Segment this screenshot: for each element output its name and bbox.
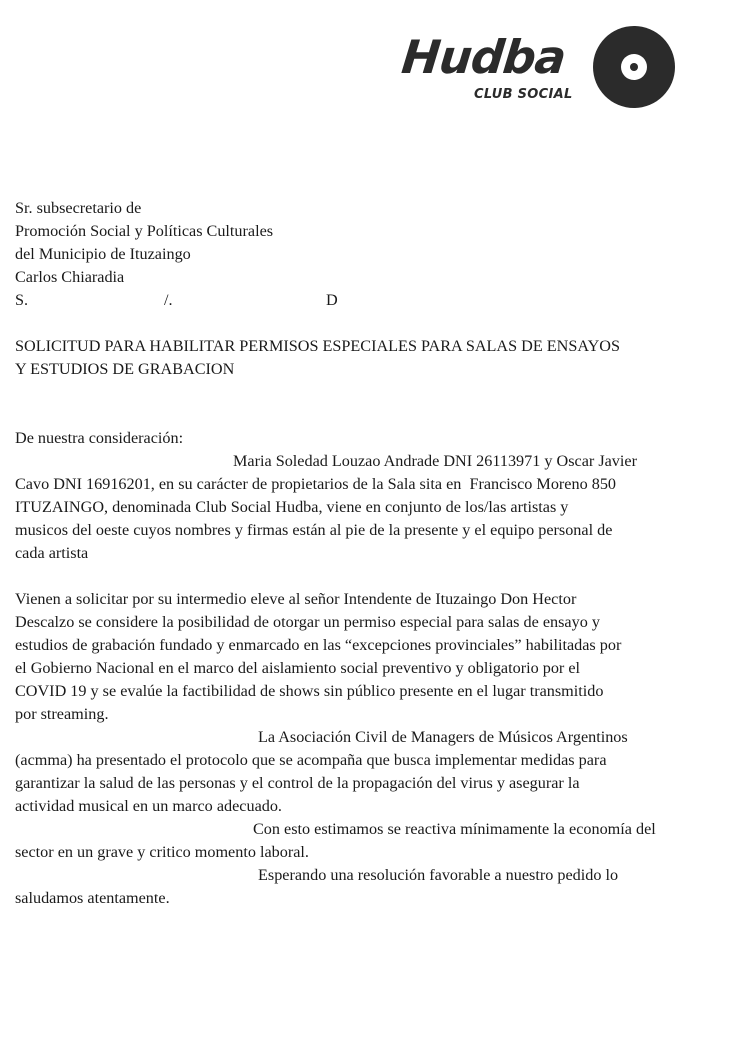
paragraph-2-line: Vienen a solicitar por su intermedio eleve al señor Intendente de Ituzaingo Don Hector [15, 590, 577, 608]
addressee-line: Carlos Chiaradia [15, 268, 125, 286]
paragraph-3-line: garantizar la salud de las personas y el control de la propagación del virus y asegurar la [15, 774, 580, 792]
paragraph-2-line: el Gobierno Nacional en el marco del aislamiento social preventivo y obligatorio por el [15, 659, 581, 677]
paragraph-2-line: COVID 19 y se evalúe la factibilidad de shows sin público presente en el lugar transmitido [15, 682, 604, 700]
paragraph-5-line: saludamos atentamente. [15, 889, 170, 907]
paragraph-3-line: (acmma) ha presentado el protocolo que se acompaña que busca implementar medidas para [15, 751, 607, 769]
logo-subtitle: CLUB SOCIAL [474, 87, 573, 102]
greeting: De nuestra consideración: [15, 429, 184, 447]
paragraph-1-line: musicos del oeste cuyos nombres y firmas están al pie de la presente y el equipo personal de [15, 521, 613, 539]
subject-line: Y ESTUDIOS DE GRABACION [15, 360, 235, 378]
paragraph-4-line: sector en un grave y critico momento laboral. [15, 843, 309, 861]
paragraph-1-line: cada artista [15, 544, 89, 562]
paragraph-4-line: Con esto estimamos se reactiva mínimamente la economía del [253, 820, 656, 838]
paragraph-3-line: actividad musical en un marco adecuado. [15, 797, 282, 815]
addressee-line: Sr. subsecretario de [15, 199, 142, 217]
salutation-slash: /. [164, 291, 173, 309]
addressee-line: Promoción Social y Políticas Culturales [15, 222, 274, 240]
salutation-d: D [326, 291, 338, 309]
paragraph-1-line: Cavo DNI 16916201, en su carácter de propietarios de la Sala sita en Francisco Moreno 850 [15, 475, 617, 493]
addressee-line: del Municipio de Ituzaingo [15, 245, 191, 263]
paragraph-5-line: Esperando una resolución favorable a nuestro pedido lo [258, 866, 619, 884]
paragraph-2-line: por streaming. [15, 705, 109, 723]
hudba-logo [398, 24, 678, 110]
paragraph-2-line: Descalzo se considere la posibilidad de otorgar un permiso especial para salas de ensayo y [15, 613, 600, 631]
salutation-s: S. [15, 291, 29, 309]
paragraph-2-line: estudios de grabación fundado y enmarcado en las “excepciones provinciales” habilitadas por [15, 636, 622, 654]
vinyl-record-icon [593, 26, 675, 108]
logo-wordmark: Hudba [399, 30, 568, 84]
paragraph-1-line: ITUZAINGO, denominada Club Social Hudba, viene en conjunto de los/las artistas y [15, 498, 569, 516]
subject-line: SOLICITUD PARA HABILITAR PERMISOS ESPECIALES PARA SALAS DE ENSAYOS [15, 337, 620, 355]
paragraph-1-line: Maria Soledad Louzao Andrade DNI 26113971 y Oscar Javier [233, 452, 637, 470]
paragraph-3-line: La Asociación Civil de Managers de Músicos Argentinos [258, 728, 628, 746]
